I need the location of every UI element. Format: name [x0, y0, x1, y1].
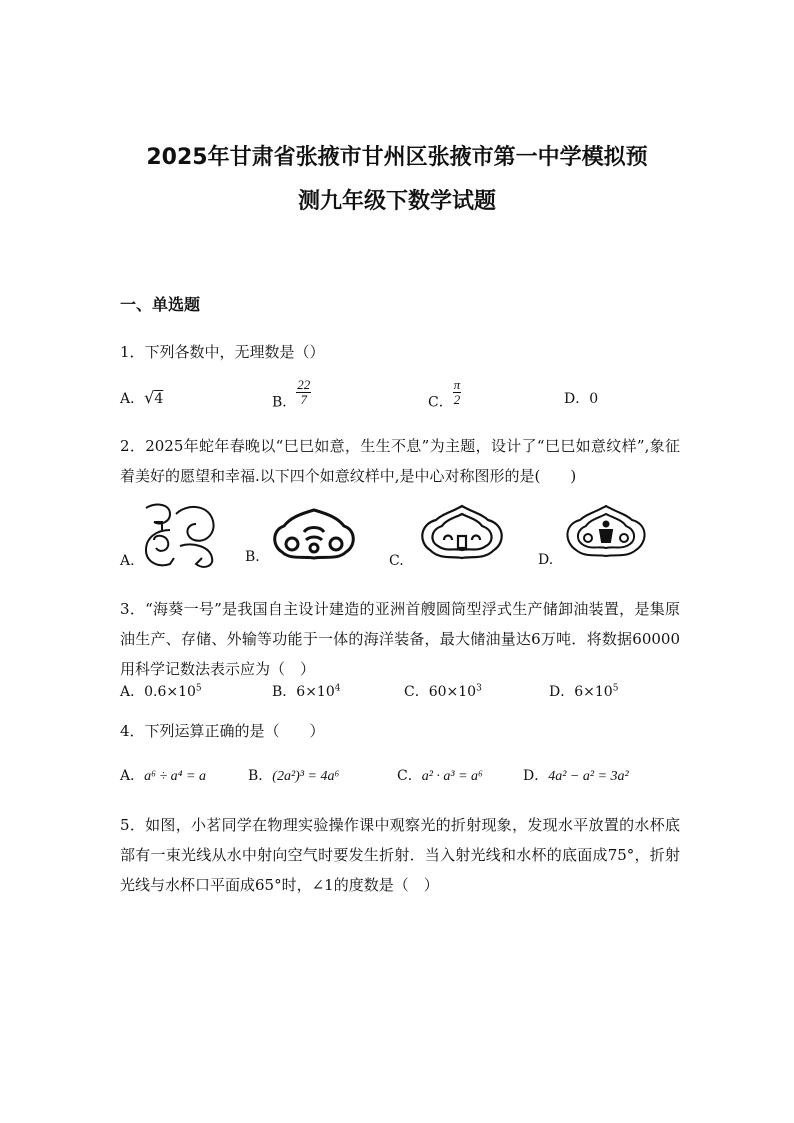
q3-option-d[interactable]: D．$6\times 10^5$ — [549, 683, 619, 700]
q4-option-a[interactable]: A．a⁶ ÷ a⁴ = a — [120, 768, 206, 784]
q1-option-b[interactable]: B． $\frac{22}{7}$ — [272, 377, 311, 411]
q1-option-c[interactable]: C． $\frac{\pi}{2}$ — [428, 377, 461, 411]
q2-option-b-label[interactable]: B. — [245, 549, 260, 565]
q4-option-d[interactable]: D．4a² − a² = 3a² — [523, 768, 629, 784]
question-1-stem: 1．下列各数中，无理数是（） — [120, 343, 325, 361]
question-4-stem: 4．下列运算正确的是（ ） — [120, 722, 325, 740]
q1-option-d[interactable]: D．0 — [564, 391, 599, 407]
question-4-options — [120, 765, 680, 795]
title-line-1: 2025年甘肃省张掖市甘州区张掖市第一中学模拟预 — [146, 145, 648, 170]
section-heading: 一、单选题 — [120, 295, 201, 314]
fraction: $\frac{\pi}{2}$ — [453, 377, 461, 407]
document-title — [0, 136, 794, 224]
q3-option-b[interactable]: B．$6\times 10^4$ — [272, 683, 341, 700]
q2-option-c-label[interactable]: C. — [389, 553, 404, 569]
ruyi-figure-c[interactable] — [414, 502, 510, 564]
question-2-stem: 2．2025年蛇年春晚以“巳巳如意，生生不息”为主题，设计了“巳巳如意纹样”,象征着美好的愿望和幸福.以下四个如意纹样中,是中心对称图形的是( ) — [120, 437, 680, 485]
ruyi-figure-b[interactable] — [268, 506, 360, 562]
question-1-options — [120, 377, 680, 418]
q2-option-d-label[interactable]: D. — [538, 552, 554, 568]
q3-option-c[interactable]: C．$60\times 10^3$ — [404, 683, 482, 700]
q3-option-a[interactable]: A．$0.6\times 10^5$ — [120, 683, 202, 700]
fraction: $\frac{22}{7}$ — [297, 377, 311, 407]
question-3-options — [120, 681, 680, 711]
question-5-stem: 5．如图，小茗同学在物理实验操作课中观察光的折射现象，发现水平放置的水杯底部有一束光线从水中射向空气时要发生折射．当入射光线和水杯的底面成75°，折射光线与水杯口平面成65°时，∠1的度数是（ ） — [120, 816, 680, 894]
title-line-2: 测九年级下数学试题 — [297, 189, 496, 214]
question-3-stem: 3．“海葵一号”是我国自主设计建造的亚洲首艘圆筒型浮式生产储卸油装置，是集原油生产、存储、外输等功能于一体的海洋装备，最大储油量达6万吨．将数据60000用科学记数法表示应为（ ） — [120, 600, 680, 678]
q4-option-b[interactable]: B．(2a²)³ = 4a⁶ — [248, 768, 340, 784]
ruyi-figure-a[interactable] — [140, 500, 222, 572]
q2-option-a-label[interactable]: A. — [120, 553, 135, 569]
ruyi-figure-d[interactable] — [560, 502, 652, 562]
q1-option-a[interactable]: A．√4 — [120, 388, 164, 407]
q4-option-c[interactable]: C．a² · a³ = a⁶ — [397, 768, 483, 784]
